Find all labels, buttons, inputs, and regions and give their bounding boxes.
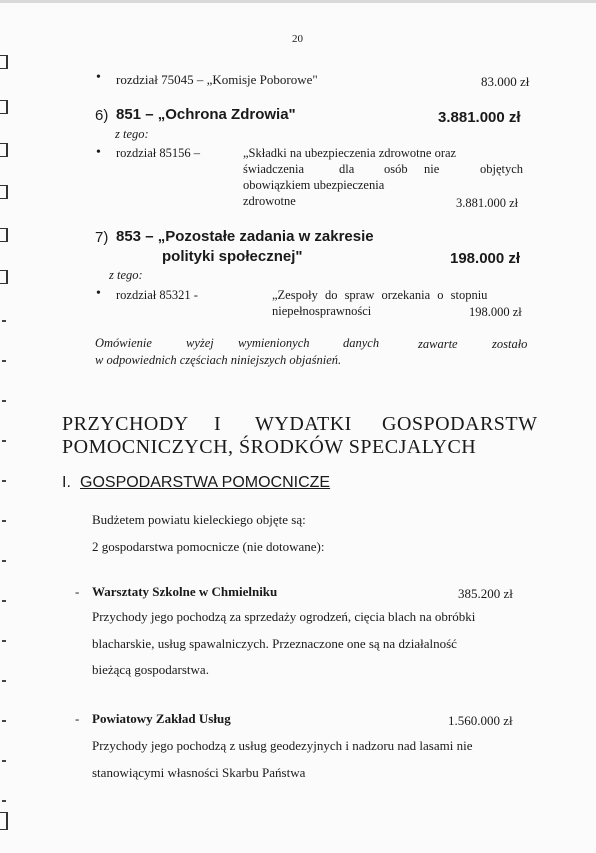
scan-mark <box>2 560 6 562</box>
bullet: • <box>96 286 101 301</box>
subheading-title: GOSPODARSTWA POMOCNICZE <box>80 474 331 491</box>
item-85156-label: rozdział 85156 – <box>116 146 201 160</box>
main-heading-word: WYDATKI <box>255 413 352 435</box>
scan-mark <box>2 720 6 722</box>
section-7-title-line1: 853 – „Pozostałe zadania w zakresie <box>116 228 374 245</box>
scan-mark <box>2 680 6 682</box>
note-word: wyżej <box>186 336 214 350</box>
entry-dash: - <box>75 711 80 726</box>
note-word: danych <box>343 336 380 350</box>
section-7-title-line2: polityki społecznej" <box>162 248 303 265</box>
subheading-number: I. <box>62 474 71 491</box>
scan-mark <box>2 320 6 322</box>
scan-top-edge <box>0 0 596 3</box>
item-75045-label: rozdział 75045 – „Komisje Poborowe" <box>116 72 318 87</box>
scan-mark <box>2 480 6 482</box>
section-7-z-tego: z tego: <box>109 268 143 282</box>
note-word: Omówienie <box>95 336 152 350</box>
main-heading-word: I <box>214 413 222 435</box>
section-6-title: 851 – „Ochrona Zdrowia" <box>116 106 296 123</box>
entry1-line2: blacharskie, usług spawalniczych. Przeznaczone one są na działalność <box>92 636 457 651</box>
scan-mark <box>2 520 6 522</box>
item-75045-amount: 83.000 zł <box>481 74 530 89</box>
main-heading-word: GOSPODARSTW <box>382 413 538 435</box>
main-heading-line2: POMOCNICZYCH, ŚRODKÓW SPECJALYCH <box>62 436 477 458</box>
item-85321-label: rozdział 85321 - <box>116 288 198 302</box>
binder-mark <box>0 185 8 199</box>
main-heading-word: PRZYCHODY <box>62 413 189 435</box>
page-number: 20 <box>292 33 303 45</box>
bullet: • <box>96 70 101 85</box>
entry2-line2: stanowiącymi własności Skarbu Państwa <box>92 765 306 780</box>
entry-dash: - <box>75 584 80 599</box>
intro-line1: Budżetem powiatu kieleckiego objęte są: <box>92 512 306 527</box>
item-85156-desc-line3: obowiązkiem ubezpieczenia <box>243 178 385 192</box>
item-85156-amount: 3.881.000 zł <box>456 196 519 210</box>
binder-mark <box>0 55 8 69</box>
item-85156-desc-word: objętych <box>480 162 524 176</box>
entry1-line3: bieżącą gospodarstwa. <box>92 662 209 677</box>
intro-line2: 2 gospodarstwa pomocnicze (nie dotowane): <box>92 539 325 554</box>
scan-mark <box>2 800 6 802</box>
item-85156-desc-word: osób <box>384 162 408 176</box>
binder-mark <box>0 270 8 284</box>
scan-mark <box>2 400 6 402</box>
note-word: zostało <box>492 337 528 351</box>
entry1-amount: 385.200 zł <box>458 586 513 601</box>
item-85156-desc-word: nie <box>424 162 440 176</box>
entry2-amount: 1.560.000 zł <box>448 713 513 728</box>
entry2-line1: Przychody jego pochodzą z usług geodezyjnych i nadzoru nad lasami nie <box>92 738 473 753</box>
item-85321-desc-line1: „Zespoły do spraw orzekania o stopniu <box>272 288 488 302</box>
note-word: wymienionych <box>238 336 310 350</box>
binder-mark <box>0 812 8 830</box>
section-6-amount: 3.881.000 zł <box>438 109 521 126</box>
binder-mark <box>0 228 8 242</box>
entry2-name: Powiatowy Zakład Usług <box>92 711 231 726</box>
scan-mark <box>2 600 6 602</box>
section-6-z-tego: z tego: <box>115 127 149 141</box>
section-7-amount: 198.000 zł <box>450 250 521 267</box>
item-85321-desc-line2: niepełnosprawności <box>272 304 372 318</box>
scan-mark <box>2 360 6 362</box>
scan-mark <box>2 440 6 442</box>
note-word: zawarte <box>418 337 458 351</box>
item-85156-desc-line1: „Składki na ubezpieczenia zdrowotne oraz <box>243 146 457 160</box>
binder-mark <box>0 143 8 157</box>
section-7-number: 7) <box>95 229 109 246</box>
scan-mark <box>2 760 6 762</box>
item-85321-amount: 198.000 zł <box>469 305 522 319</box>
scan-mark <box>2 640 6 642</box>
bullet: • <box>96 145 101 160</box>
section-6-number: 6) <box>95 107 109 124</box>
item-85156-desc-word: świadczenia <box>243 162 305 176</box>
note-line2: w odpowiednich częściach niniejszych objaśnień. <box>95 353 342 367</box>
entry1-name: Warsztaty Szkolne w Chmielniku <box>92 584 278 599</box>
item-85156-desc-word: dla <box>339 162 355 176</box>
item-85156-desc-line4: zdrowotne <box>243 194 296 208</box>
entry1-line1: Przychody jego pochodzą za sprzedaży ogrodzeń, cięcia blach na obróbki <box>92 609 476 624</box>
binder-mark <box>0 100 8 114</box>
